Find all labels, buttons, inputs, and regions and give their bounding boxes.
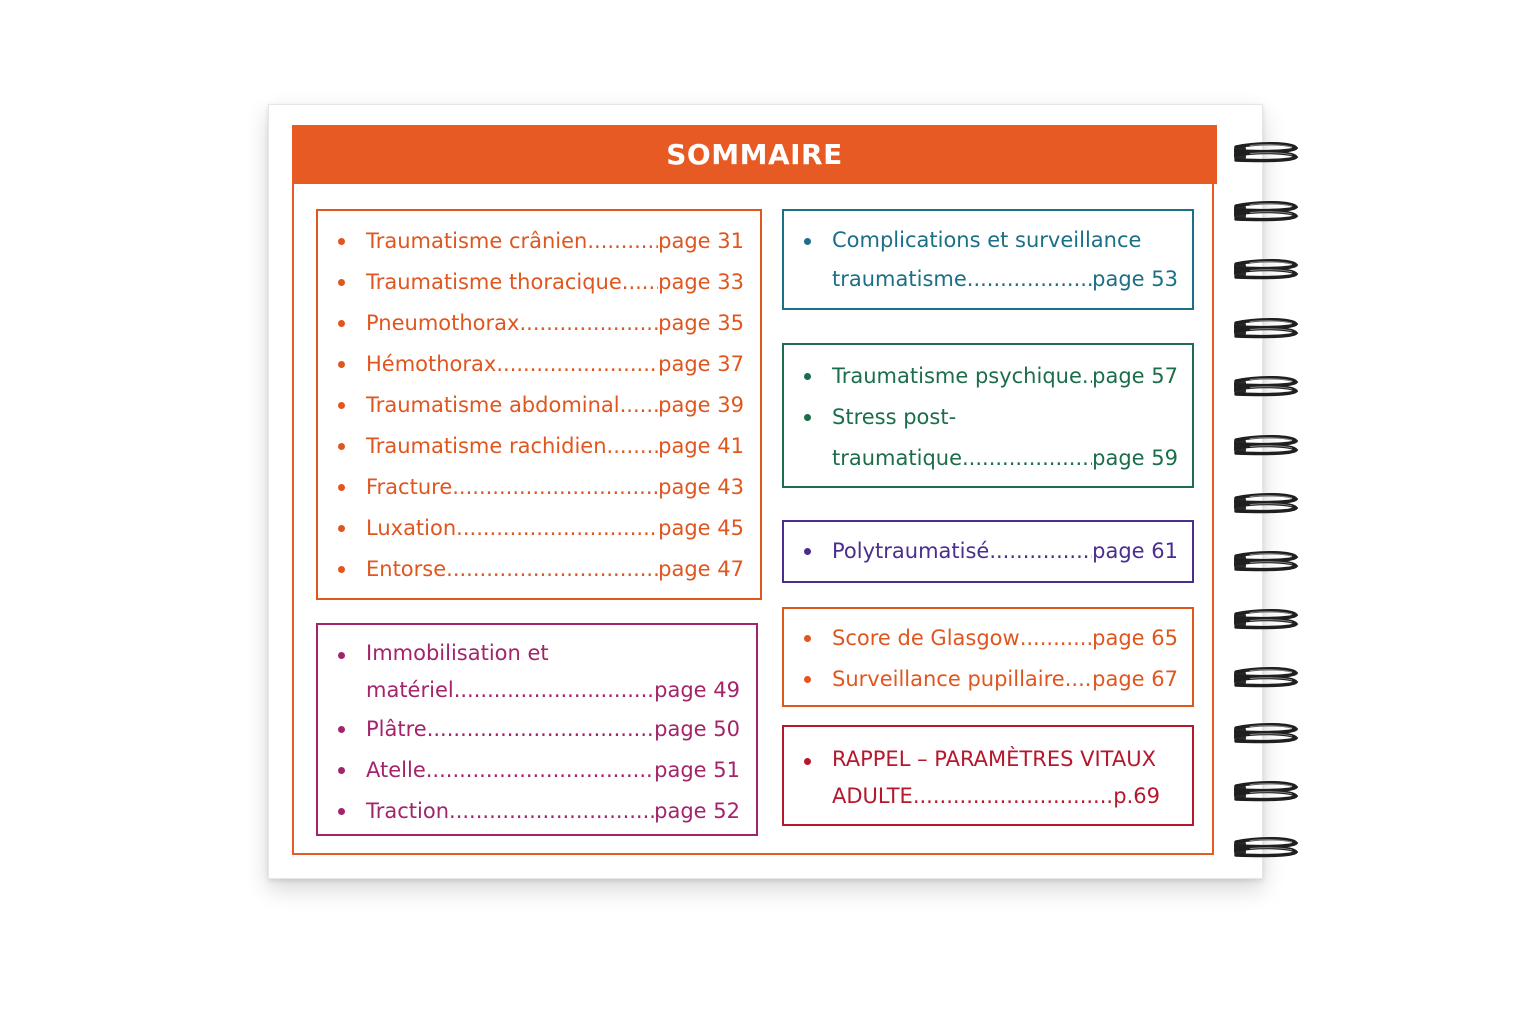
spiral-binding-icon [1230, 199, 1302, 225]
toc-label: Pneumothorax [366, 311, 520, 335]
leader-dots [496, 344, 658, 385]
bullet-icon [338, 402, 345, 409]
bullet-icon [338, 320, 345, 327]
toc-label: Traumatisme thoracique [366, 270, 622, 294]
box-traumatismes [316, 209, 762, 600]
bullet-icon [338, 525, 345, 532]
bullet-icon [338, 484, 345, 491]
sommaire-header [292, 125, 1217, 184]
toc-label: Entorse [366, 557, 447, 581]
spiral-binding-icon [1230, 665, 1302, 691]
leader-dots [913, 778, 1113, 815]
toc-item[interactable] [318, 467, 760, 508]
spiral-binding-icon [1230, 257, 1302, 283]
toc-page: page 57 [1092, 364, 1178, 388]
toc-item[interactable] [318, 385, 760, 426]
leader-dots [587, 221, 658, 262]
leader-dots [620, 385, 659, 426]
box-surveillance [782, 607, 1194, 707]
leader-dots [1082, 356, 1092, 397]
bullet-icon [804, 635, 811, 642]
toc-item[interactable] [318, 262, 760, 303]
leader-dots [456, 508, 658, 549]
bullet-icon [804, 373, 811, 380]
toc-page: page 39 [658, 393, 744, 417]
toc-page: page 31 [658, 229, 744, 253]
toc-label: Traumatisme psychique [832, 364, 1082, 388]
toc-page: p.69 [1113, 784, 1160, 808]
spiral-binding-icon [1230, 140, 1302, 166]
spiral-binding-icon [1230, 721, 1302, 747]
toc-page: page 53 [1092, 267, 1178, 291]
toc-label: Surveillance pupillaire [832, 667, 1065, 691]
toc-page: page 37 [658, 352, 744, 376]
leader-dots [427, 709, 654, 750]
toc-label: traumatique [832, 446, 962, 470]
toc-page: page 67 [1092, 667, 1178, 691]
spiral-binding-icon [1230, 374, 1302, 400]
toc-page: page 51 [654, 758, 740, 782]
toc-label: Fracture [366, 475, 453, 499]
toc-page: page 43 [658, 475, 744, 499]
bullet-icon [338, 361, 345, 368]
leader-dots [622, 262, 658, 303]
toc-label: Polytraumatisé [832, 539, 990, 563]
leader-dots [454, 672, 654, 709]
leader-dots [989, 531, 1092, 572]
spiral-binding-icon [1230, 779, 1302, 805]
toc-item[interactable] [784, 531, 1192, 572]
spiral-binding-icon [1230, 607, 1302, 633]
toc-item[interactable] [784, 618, 1192, 659]
leader-dots [967, 260, 1092, 299]
toc-label: Score de Glasgow [832, 626, 1020, 650]
leader-dots [426, 750, 654, 791]
leader-dots [962, 438, 1092, 479]
toc-item[interactable] [784, 221, 1192, 299]
box-complications [782, 209, 1194, 310]
box-rappel [782, 725, 1194, 826]
toc-label-line1: Stress post- [832, 405, 957, 429]
leader-dots [452, 467, 658, 508]
toc-page: page 52 [654, 799, 740, 823]
toc-page: page 59 [1092, 446, 1178, 470]
spiral-binding-icon [1230, 316, 1302, 342]
toc-page: page 49 [654, 678, 740, 702]
toc-label: Plâtre [366, 717, 427, 741]
toc-label: Traumatisme abdominal [366, 393, 620, 417]
bullet-icon [338, 767, 345, 774]
toc-label: Luxation [366, 516, 457, 540]
bullet-icon [338, 443, 345, 450]
toc-item[interactable] [318, 709, 756, 750]
toc-item[interactable] [318, 426, 760, 467]
toc-item[interactable] [318, 344, 760, 385]
toc-label: Hémothorax [366, 352, 497, 376]
toc-page: page 45 [658, 516, 744, 540]
toc-item[interactable] [318, 750, 756, 791]
leader-dots [519, 303, 658, 344]
bullet-icon [804, 758, 811, 765]
bullet-icon [804, 676, 811, 683]
toc-label-line1: Complications et surveillance [832, 228, 1142, 252]
toc-item[interactable] [318, 791, 756, 832]
leader-dots [449, 791, 654, 832]
bullet-icon [338, 726, 345, 733]
bullet-icon [338, 279, 345, 286]
toc-item[interactable] [318, 508, 760, 549]
bullet-icon [804, 548, 811, 555]
toc-page: page 50 [654, 717, 740, 741]
spiral-binding-icon [1230, 549, 1302, 575]
toc-label: traumatisme [832, 267, 967, 291]
bullet-icon [338, 808, 345, 815]
toc-page: page 33 [658, 270, 744, 294]
toc-item[interactable] [784, 356, 1192, 397]
toc-page: page 47 [658, 557, 744, 581]
box-polytraumatise [782, 520, 1194, 583]
toc-label-line1: RAPPEL – PARAMÈTRES VITAUX [832, 747, 1157, 771]
leader-dots [446, 549, 658, 590]
spiral-binding-icon [1230, 835, 1302, 861]
spiral-binding-icon [1230, 491, 1302, 517]
toc-item[interactable] [784, 659, 1192, 700]
box-immobilisation [316, 623, 758, 836]
toc-item[interactable] [784, 741, 1192, 815]
toc-page: page 35 [658, 311, 744, 335]
toc-item[interactable] [318, 549, 760, 590]
toc-label: Traumatisme rachidien [366, 434, 607, 458]
toc-label: Atelle [366, 758, 426, 782]
box-psychique [782, 343, 1194, 488]
toc-label: ADULTE [832, 784, 913, 808]
toc-label-line1: Immobilisation et [366, 641, 549, 665]
toc-item[interactable] [784, 397, 1192, 479]
bullet-icon [804, 414, 811, 421]
leader-dots [1065, 659, 1092, 700]
bullet-icon [338, 652, 345, 659]
leader-dots [1020, 618, 1092, 659]
toc-label: matériel [366, 678, 454, 702]
toc-item[interactable] [318, 221, 760, 262]
leader-dots [607, 426, 659, 467]
toc-label: Traction [366, 799, 450, 823]
spiral-binding-icon [1230, 433, 1302, 459]
toc-item[interactable] [318, 635, 756, 709]
toc-label: Traumatisme crânien [366, 229, 588, 253]
bullet-icon [804, 238, 811, 245]
toc-page: page 41 [658, 434, 744, 458]
bullet-icon [338, 566, 345, 573]
page-title: SOMMAIRE [666, 138, 843, 171]
toc-item[interactable] [318, 303, 760, 344]
bullet-icon [338, 238, 345, 245]
toc-page: page 65 [1092, 626, 1178, 650]
toc-page: page 61 [1092, 539, 1178, 563]
